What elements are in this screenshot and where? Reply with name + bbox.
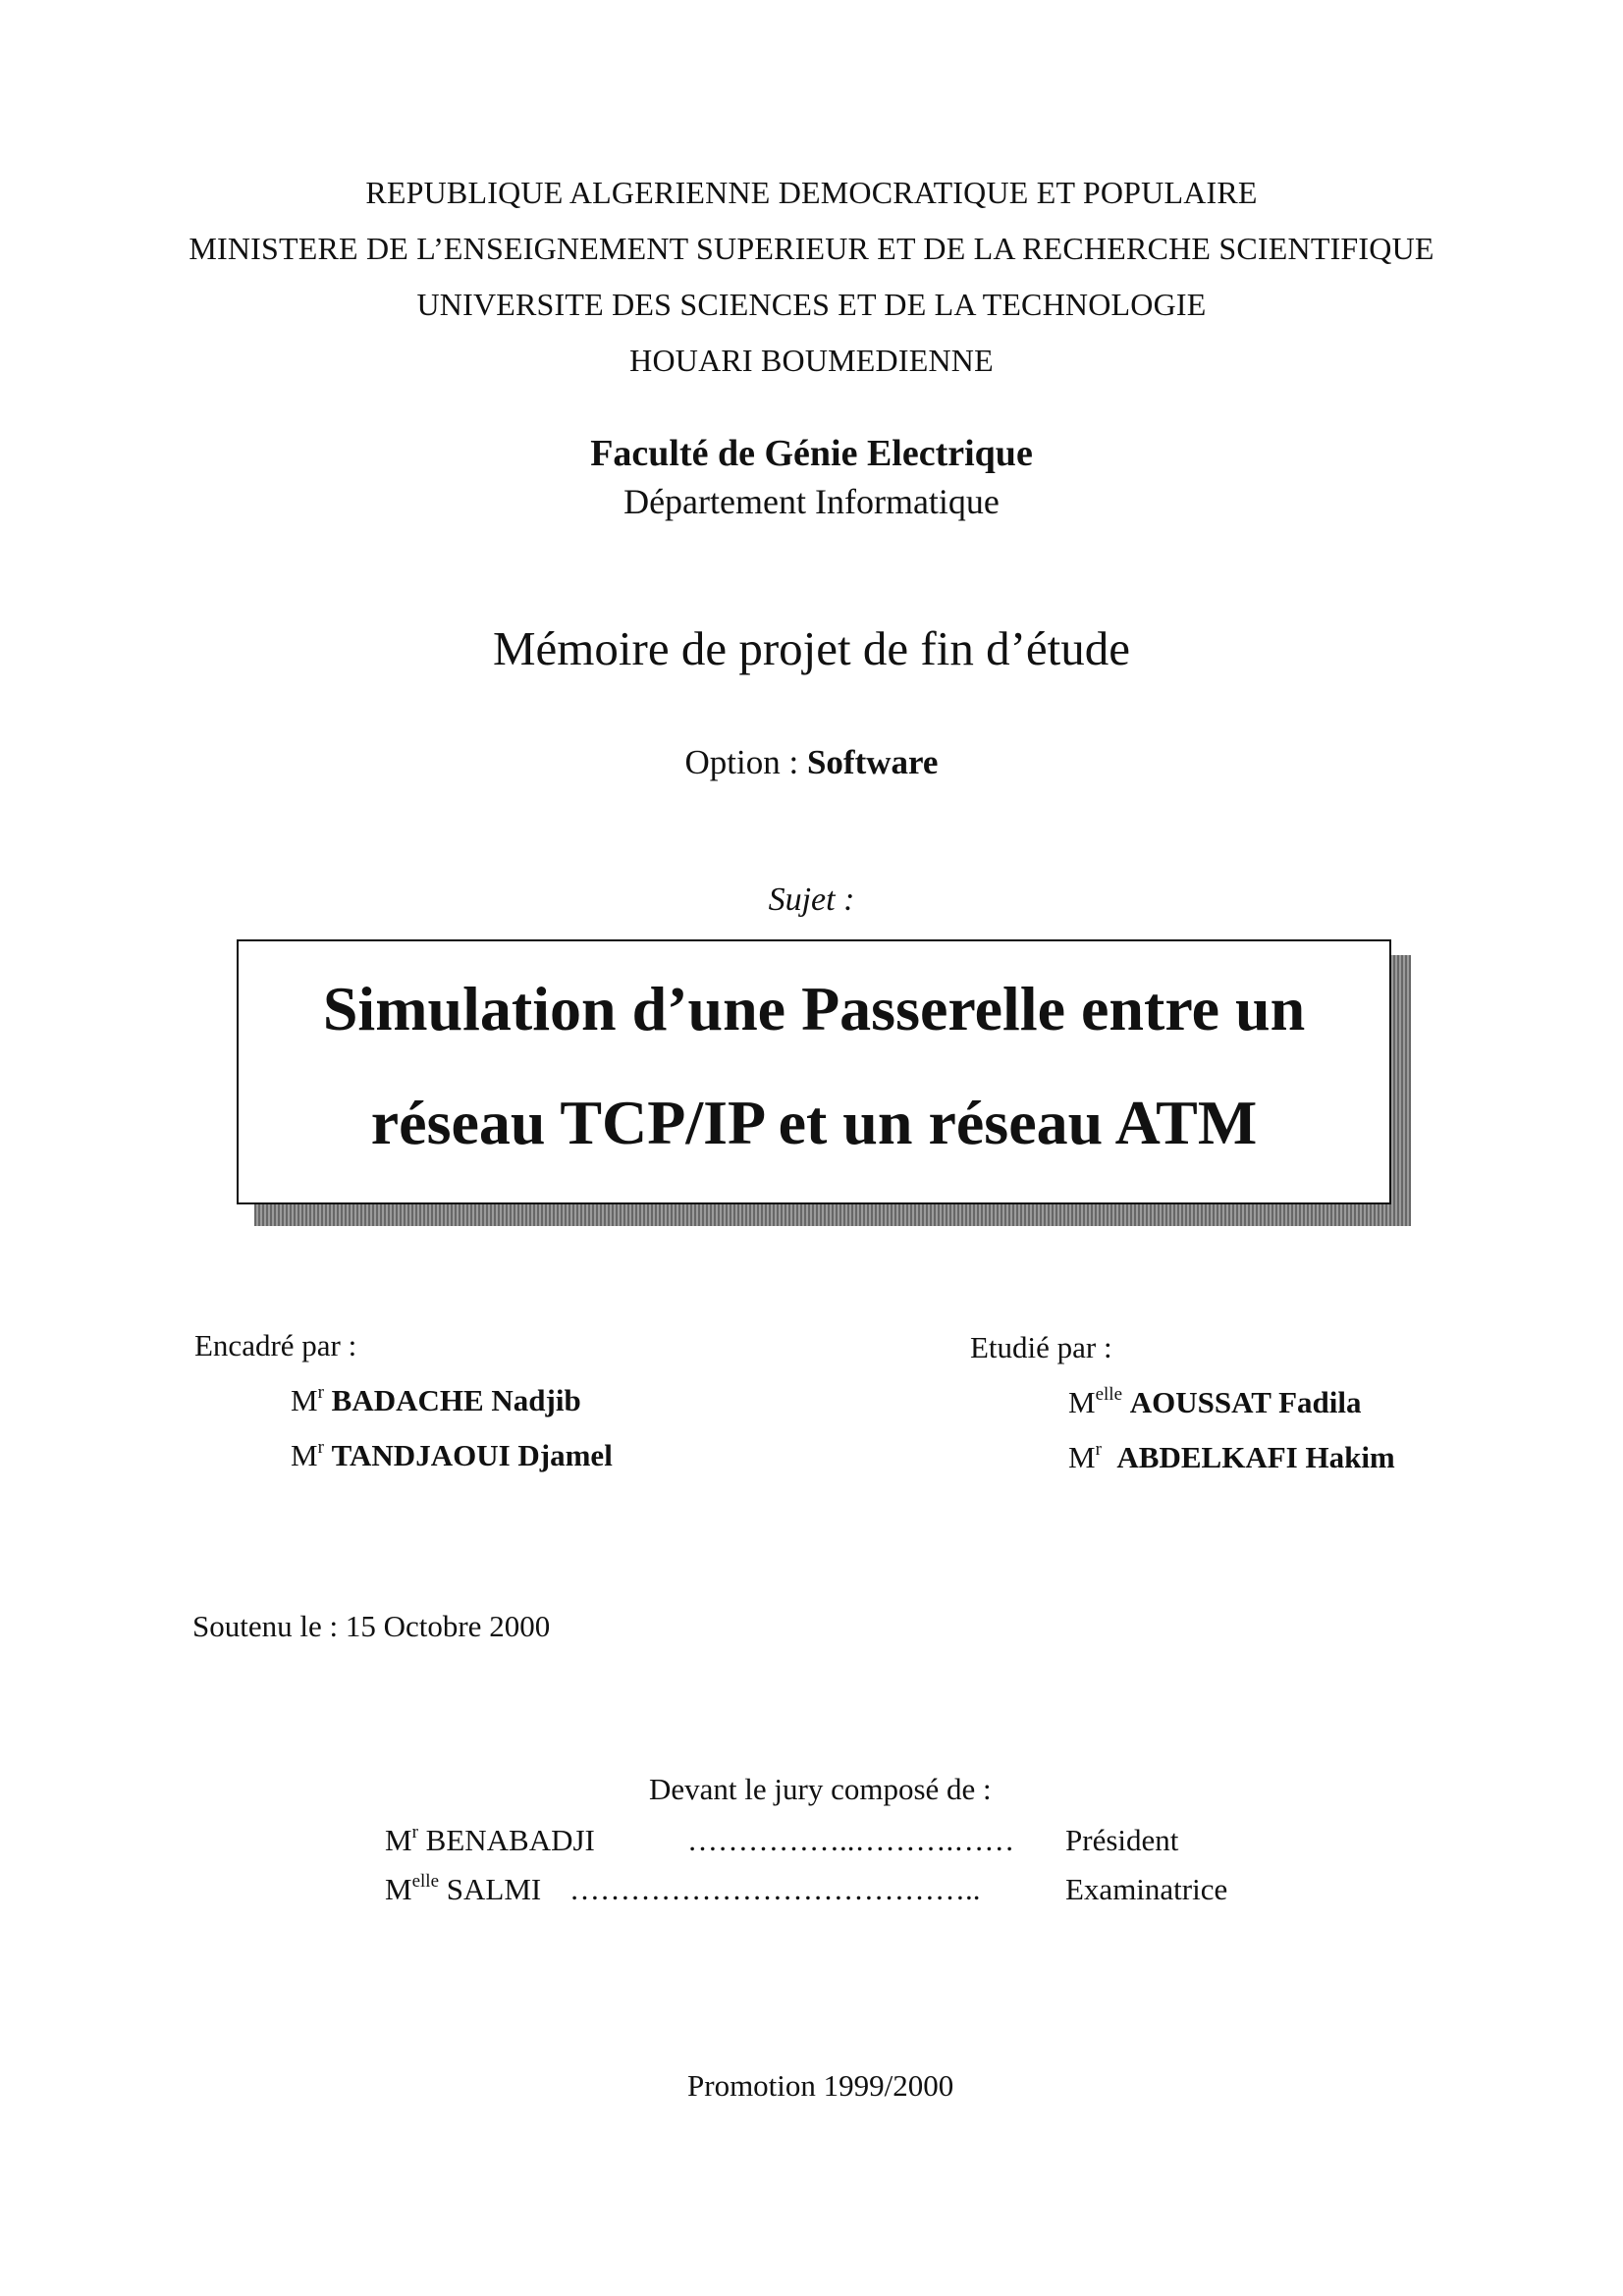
- header-ministry: MINISTERE DE L’ENSEIGNEMENT SUPERIEUR ET DE LA RECHERCHE SCIENTIFIQUE: [189, 231, 1434, 266]
- student-2-name: ABDELKAFI Hakim: [1116, 1440, 1395, 1474]
- jury-member-2-name: SALMI: [446, 1872, 542, 1906]
- department-name: Département Informatique: [623, 482, 1000, 521]
- faculty-name: Faculté de Génie Electrique: [590, 433, 1033, 474]
- students-label: Etudié par :: [970, 1330, 1112, 1364]
- header-republic: REPUBLIQUE ALGERIENNE DEMOCRATIQUE ET POPULAIRE: [365, 175, 1258, 210]
- document-type: Mémoire de projet de fin d’étude: [492, 621, 1130, 675]
- jury-member-1-name: BENABADJI: [425, 1823, 595, 1857]
- supervisor-1-name: BADACHE Nadjib: [331, 1383, 581, 1417]
- supervisor-2: $M^r$ TANDJAOUI Djamel: [291, 1437, 613, 1472]
- jury-member-1: $M^r$ BENABADJI: [385, 1822, 595, 1857]
- option-value: Software: [806, 743, 939, 781]
- option-line: [0, 743, 1623, 782]
- student-1: $M^{elle}$ AOUSSAT Fadila: [1068, 1384, 1362, 1419]
- jury-member-2: $M^{elle}$ SALMI: [385, 1871, 542, 1906]
- defense-date: Soutenu le : 15 Octobre 2000: [192, 1609, 551, 1643]
- title-line-1: Simulation d’une Passerelle entre un: [322, 974, 1306, 1043]
- jury-member-1-role: Président: [1065, 1823, 1179, 1857]
- student-1-name: AOUSSAT Fadila: [1129, 1385, 1362, 1419]
- promotion: Promotion 1999/2000: [687, 2068, 954, 2103]
- supervisors-label: Encadré par :: [194, 1328, 357, 1362]
- jury-label: Devant le jury composé de :: [649, 1772, 992, 1806]
- title-line-2: réseau TCP/IP et un réseau ATM: [370, 1088, 1258, 1157]
- supervisor-2-name: TANDJAOUI Djamel: [331, 1438, 613, 1472]
- jury-member-1-dots: ……………..……….……: [687, 1823, 1015, 1857]
- header-university: UNIVERSITE DES SCIENCES ET DE LA TECHNOLOGIE: [416, 287, 1207, 322]
- header-university-name: HOUARI BOUMEDIENNE: [629, 343, 994, 378]
- subject-label: Sujet :: [768, 881, 855, 918]
- supervisor-1: $M^r$ BADACHE Nadjib: [291, 1382, 581, 1417]
- jury-member-2-dots: …………………………………..: [569, 1872, 981, 1906]
- option-label: Option :: [684, 743, 807, 781]
- jury-member-2-role: Examinatrice: [1065, 1872, 1228, 1906]
- student-2: $M^r$ ABDELKAFI Hakim: [1068, 1439, 1395, 1474]
- title-box: [237, 939, 1391, 1204]
